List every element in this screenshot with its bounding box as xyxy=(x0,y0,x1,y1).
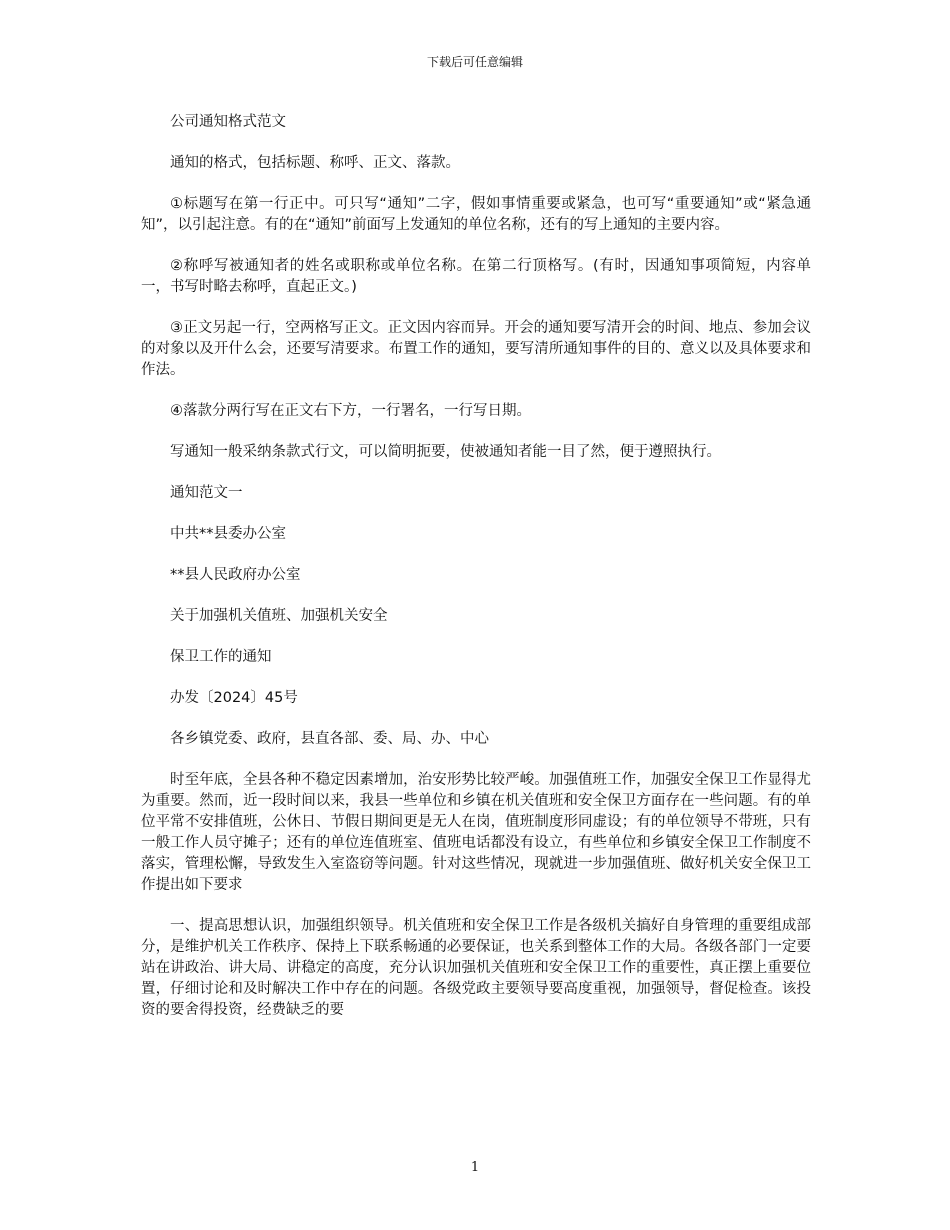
sample-heading: 通知范文一 xyxy=(170,485,243,501)
recipients-line: 各乡镇党委、政府，县直各部、委、局、办、中心 xyxy=(170,731,489,747)
page-number: 1 xyxy=(470,1160,480,1175)
paragraph-title-rule: ①标题写在第一行正中。可只写“通知”二字，假如事情重要或紧急，也可写“重要通知”或“紧急通知”，以引起注意。有的在“通知”前面写上发通知的单位名称，还有的写上通知的主要内容。 xyxy=(141,196,811,233)
notice-title-line-1: 关于加强机关值班、加强机关安全 xyxy=(170,608,388,624)
paragraph-style-note: 写通知一般采纳条款式行文，可以简明扼要，使被通知者能一目了然，便于遵照执行。 xyxy=(170,444,721,460)
issuer-line-1: 中共**县委办公室 xyxy=(170,526,286,542)
issuer-line-2: **县人民政府办公室 xyxy=(170,567,301,583)
page-header: 下载后可任意编辑 xyxy=(426,55,523,69)
document-body xyxy=(141,112,811,1041)
document-number: 办发〔2024〕45号 xyxy=(170,690,298,706)
paragraph-signature-rule: ④落款分两行写在正文右下方，一行署名，一行写日期。 xyxy=(170,403,531,419)
doc-title: 公司通知格式范文 xyxy=(170,114,286,130)
paragraph-body-rule: ③正文另起一行，空两格写正文。正文因内容而异。开会的通知要写清开会的时间、地点、参加会议的对象以及开什么会，还要写清要求。布置工作的通知，要写清所通知事件的目的、意义以及具体要求和作法。 xyxy=(141,320,811,378)
paragraph-background: 时至年底，全县各种不稳定因素增加，治安形势比较严峻。加强值班工作，加强安全保卫工作显得尤为重要。然而，近一段时间以来，我县一些单位和乡镇在机关值班和安全保卫方面存在一些问题。有的单位平常不安排值班，公休日、节假日期间更是无人在岗，值班制度形同虚设；有的单位领导不带班，只有一般工作人员守摊子；还有的单位连值班室、值班电话都没有设立，有些单位和乡镇安全保卫工作制度不落实，管理松懈，导致发生入室盗窃等问题。针对这些情况，现就进一步加强值班、做好机关安全保卫工作提出如下要求 xyxy=(141,772,811,893)
paragraph-requirement-one: 一、提高思想认识，加强组织领导。机关值班和安全保卫工作是各级机关搞好自身管理的重要组成部分，是维护机关工作秩序、保持上下联系畅通的必要保证，也关系到整体工作的大局。各级各部门一定要站在讲政治、讲大局、讲稳定的高度，充分认识加强机关值班和安全保卫工作的重要性，真正摆上重要位置，仔细讨论和及时解决工作中存在的问题。各级党政主要领导要高度重视，加强领导，督促检查。该投资的要舍得投资，经费缺乏的要 xyxy=(141,918,811,1018)
paragraph-format-intro: 通知的格式，包括标题、称呼、正文、落款。 xyxy=(170,155,460,171)
paragraph-salutation-rule: ②称呼写被通知者的姓名或职称或单位名称。在第二行顶格写。(有时，因通知事项简短，内容单一，书写时略去称呼，直起正文。) xyxy=(141,258,811,295)
notice-title-line-2: 保卫工作的通知 xyxy=(170,649,272,665)
